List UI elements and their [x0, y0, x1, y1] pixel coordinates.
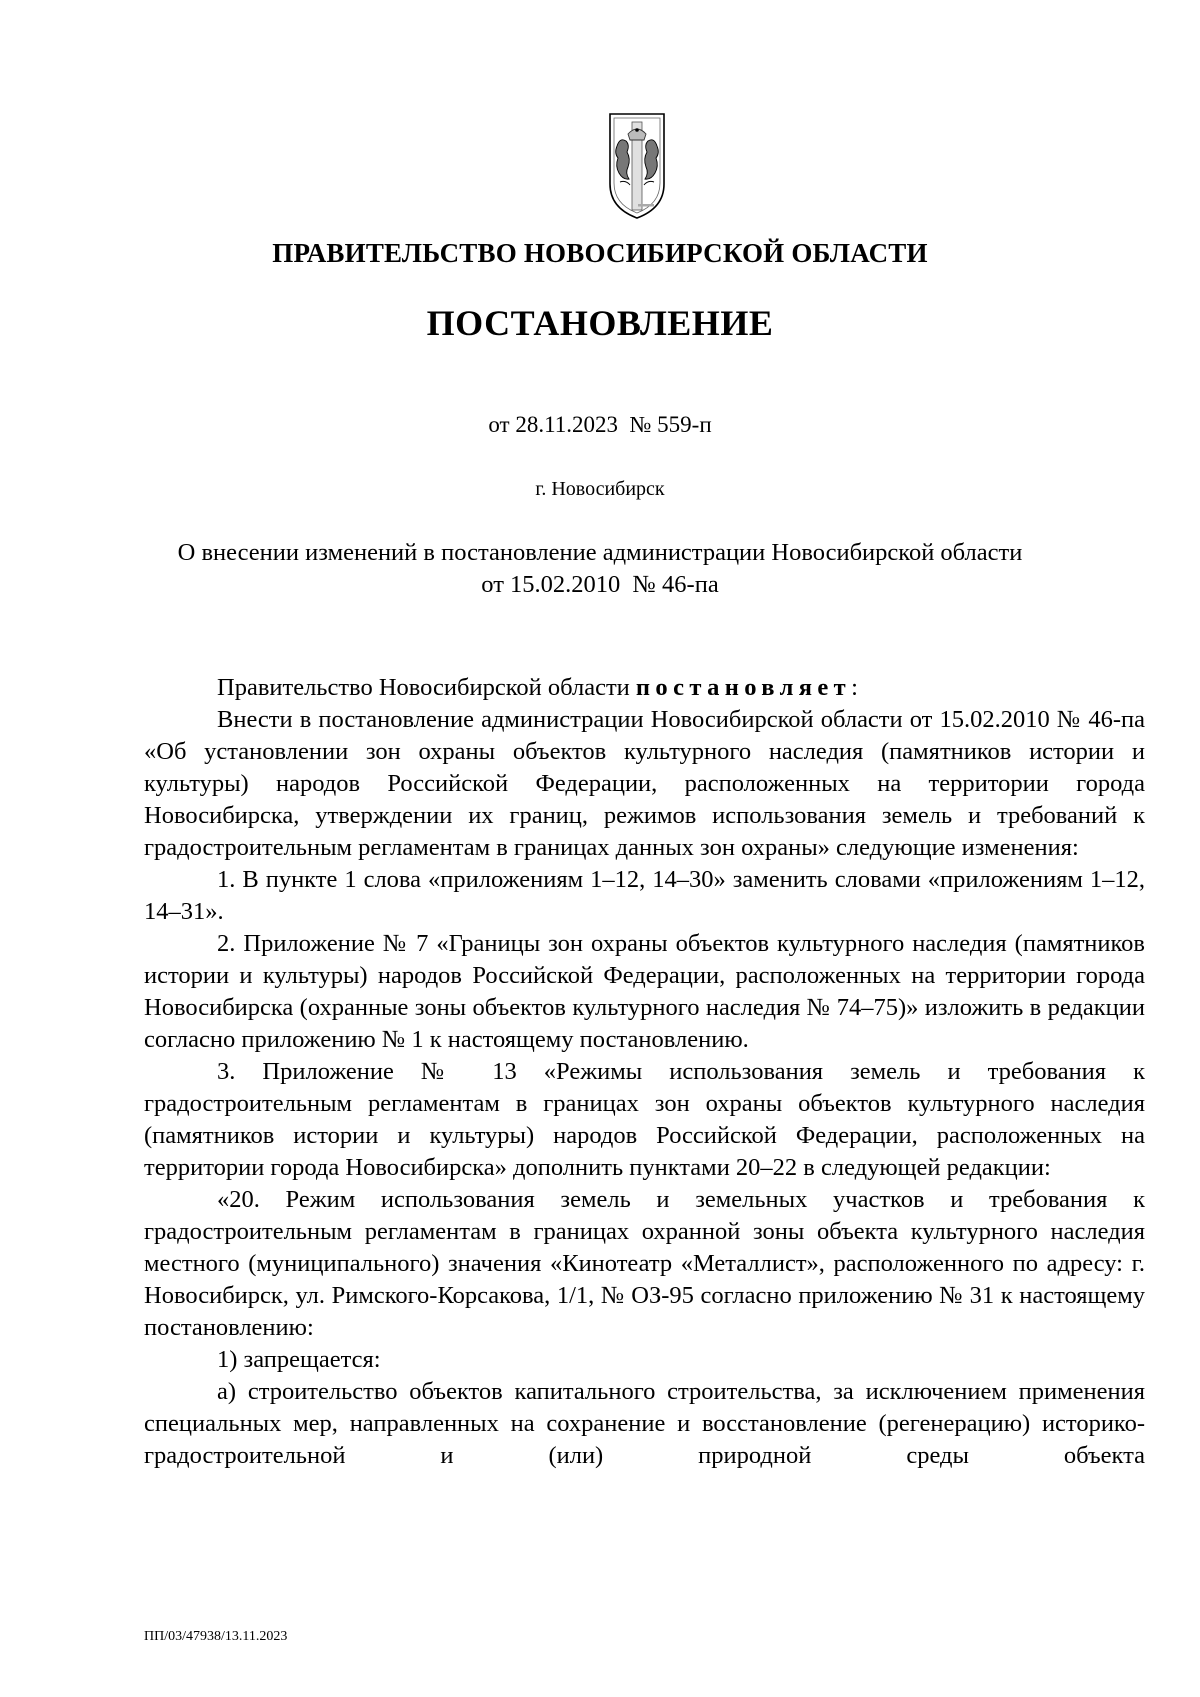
document-type-title: ПОСТАНОВЛЕНИЕ [426, 303, 774, 343]
body-paragraph-item-2: 2. Приложение № 7 «Границы зон охраны объектов культурного наследия (памятников истории и культуры) народов Российской Федерации, расположенных на территории города Новосибирска (охранные зоны объектов культурного наследия № 74–75)» изложить в редакции согласно приложению № 1 к настоящему постановлению. [144, 930, 1145, 1053]
document-date-number [0, 412, 1200, 438]
document-city: г. Новосибирск [535, 478, 665, 500]
body-paragraph-item-3: 3. Приложение № 13 «Режимы использования земель и требования к градостроительным регламентам в границах зон охраны объектов культурного наследия (памятников истории и культуры) народов Российской Федерации, расположенных на территории города Новосибирска» дополнить пунктами 20–22 в следующей редакции: [144, 1058, 1145, 1181]
footer-document-code: ПП/03/47938/13.11.2023 [144, 1629, 288, 1644]
preamble-text: Правительство Новосибирской области [217, 674, 636, 701]
document-subject [0, 537, 1200, 601]
preamble-paragraph [144, 672, 1145, 704]
subject-line-2: от 15.02.2010 № 46-па [481, 571, 719, 598]
organization-name: ПРАВИТЕЛЬСТВО НОВОСИБИРСКОЙ ОБЛАСТИ [272, 238, 928, 268]
coat-of-arms-icon [604, 110, 670, 222]
body-paragraph-item-20: «20. Режим использования земель и земельных участков и требования к градостроительным регламентам в границах охранной зоны объекта культурного наследия местного (муниципального) значения «Кинотеатр «Металлист», расположенного по адресу: г. Новосибирск, ул. Римского-Корсакова, 1/1, № ОЗ-95 согласно приложению № 31 к настоящему постановлению: [144, 1186, 1145, 1341]
body-paragraph-prohibited: 1) запрещается: [217, 1346, 381, 1373]
document-date: от 28.11.2023 [488, 412, 618, 437]
preamble-verb: постановляет [635, 674, 852, 701]
body-paragraph-intro: Внести в постановление администрации Новосибирской области от 15.02.2010 № 46-па «Об установлении зон охраны объектов культурного наследия (памятников истории и культуры) народов Российской Федерации, расположенных на территории города Новосибирска, утверждении их границ, режимов использования земель и требований к градостроительным регламентам в границах данных зон охраны» следующие изменения: [144, 706, 1145, 861]
body-paragraph-item-a: а) строительство объектов капитального строительства, за исключением применения специальных мер, направленных на сохранение и восстановление (регенерацию) историко-градостроительной и (или) природной среды объекта [144, 1378, 1145, 1469]
document-body [144, 672, 1145, 1472]
subject-line-1: О внесении изменений в постановление администрации Новосибирской области [177, 539, 1023, 566]
body-paragraph-item-1: 1. В пункте 1 слова «приложениям 1–12, 14–30» заменить словами «приложениям 1–12, 14–31». [144, 866, 1145, 925]
preamble-colon: : [851, 674, 858, 701]
document-number: № 559-п [629, 412, 712, 437]
